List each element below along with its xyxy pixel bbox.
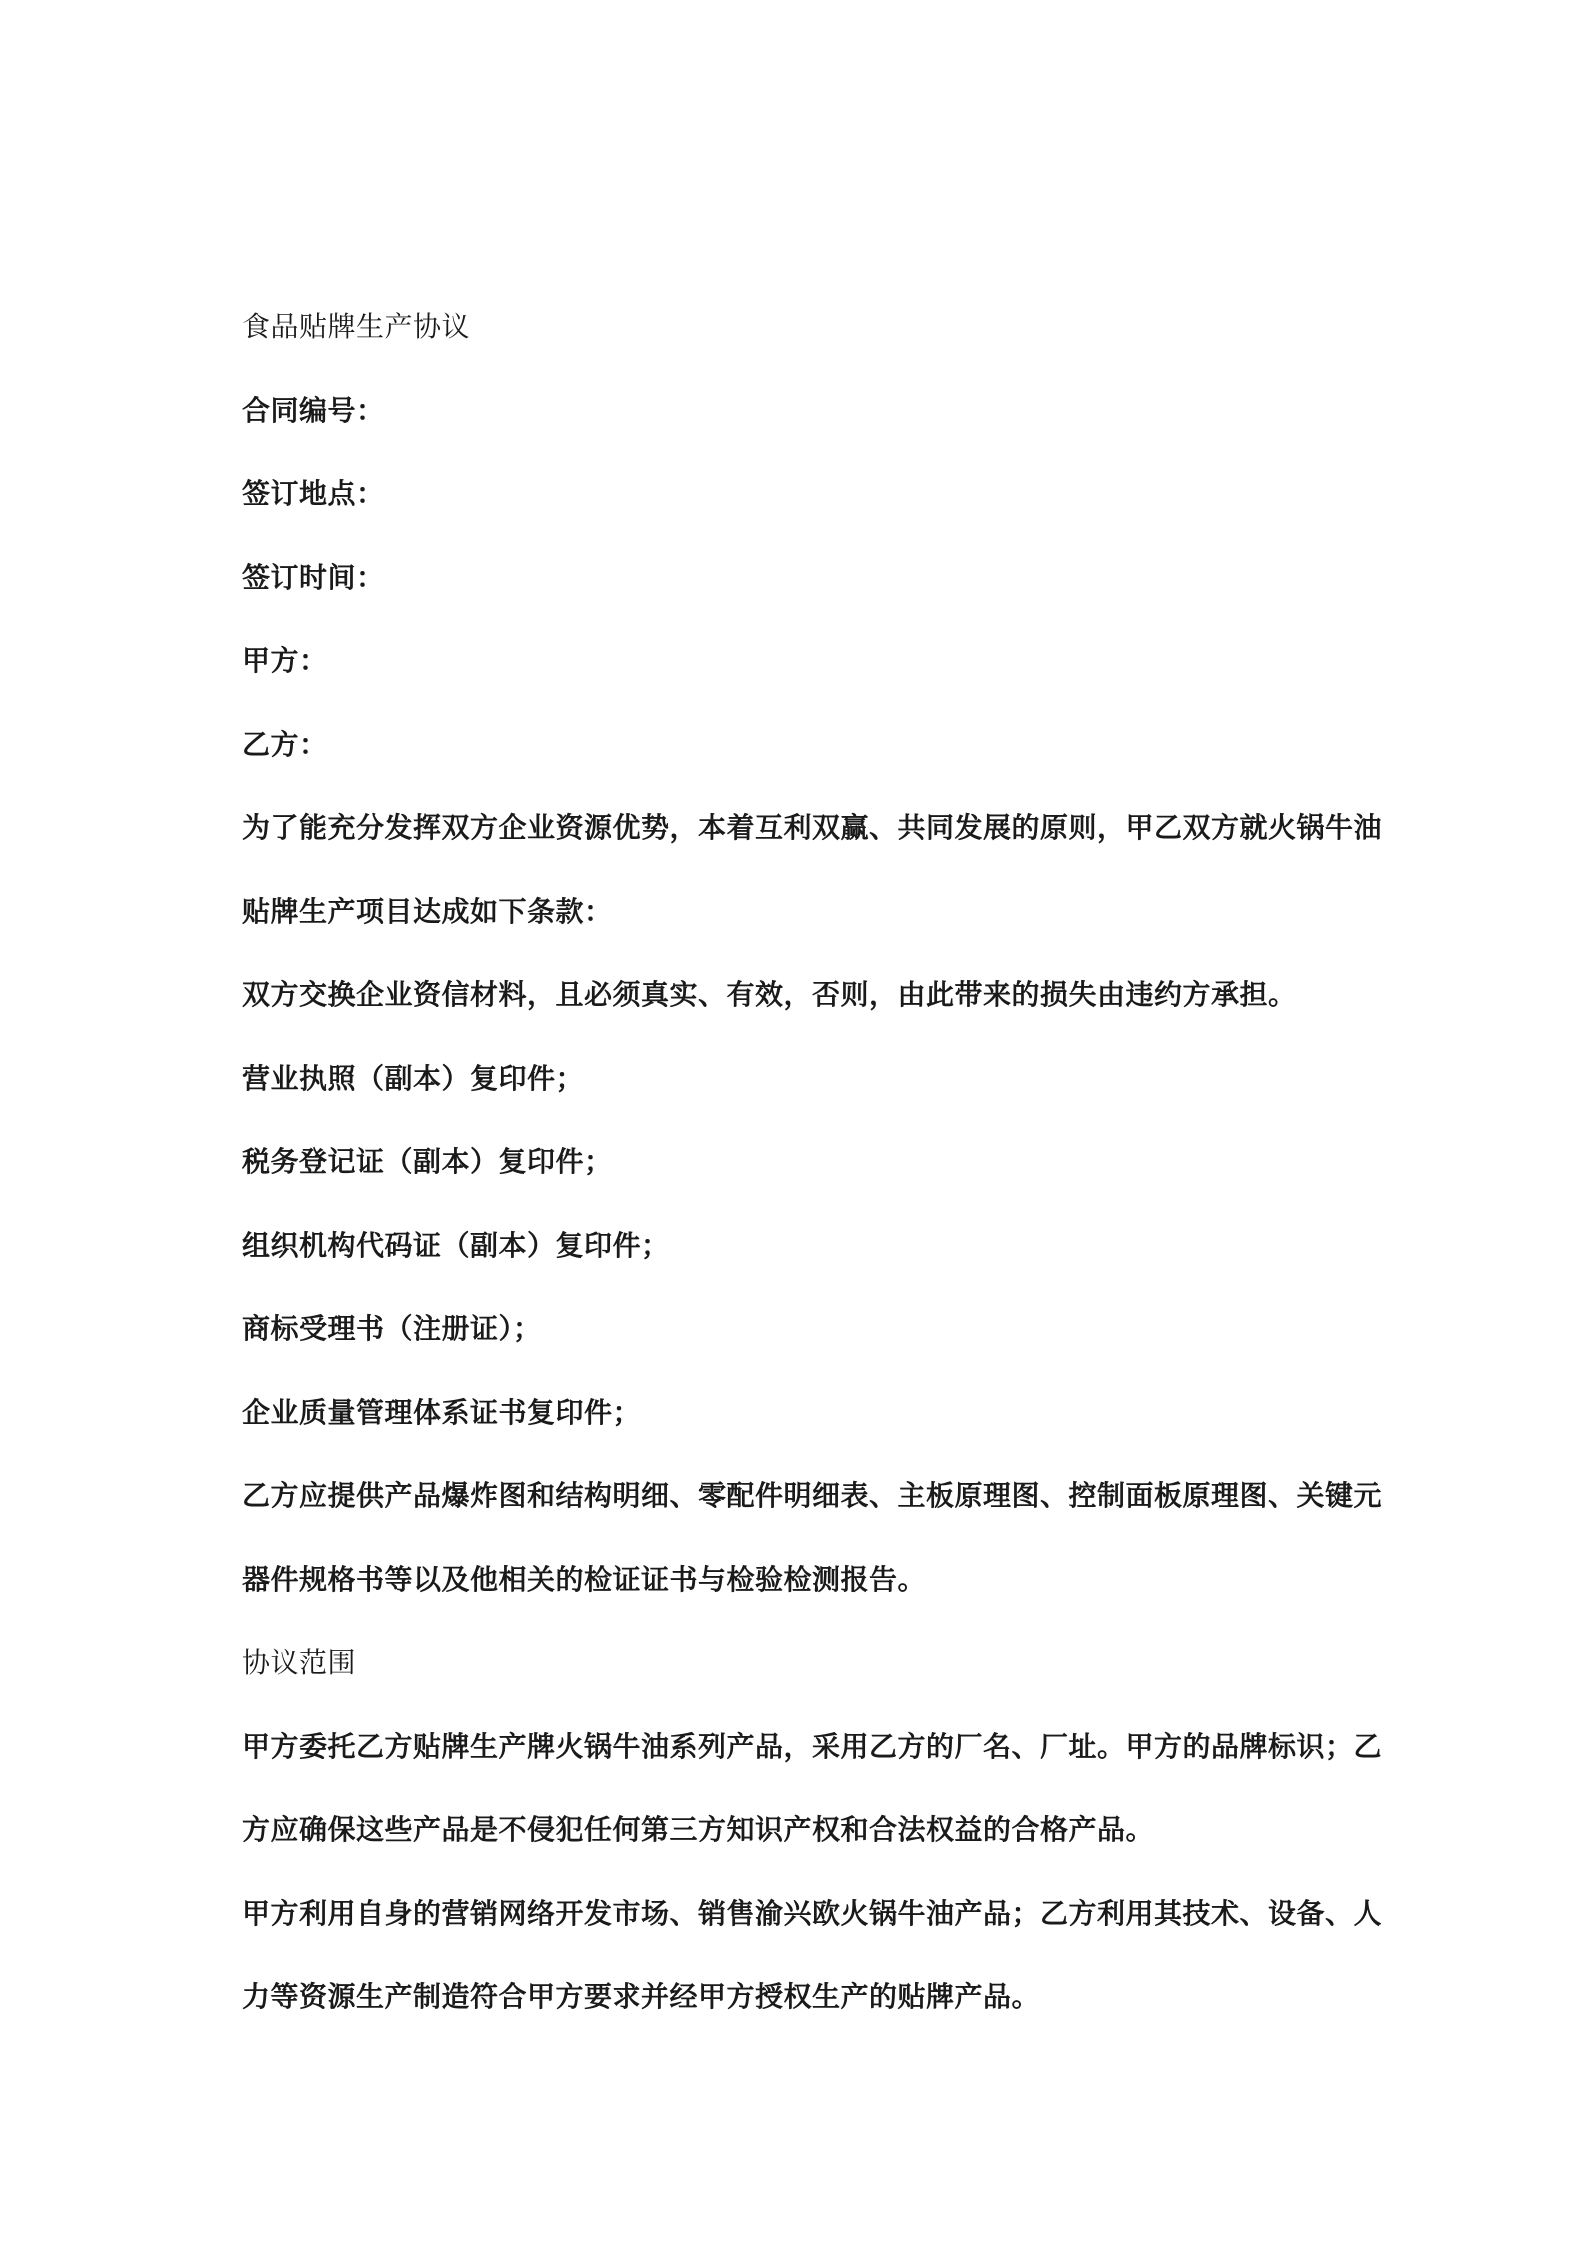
section-heading-scope: 协议范围 xyxy=(242,1646,357,1679)
intro-paragraph-line-1: 为了能充分发挥双方企业资源优势，本着互利双赢、共同发展的原则，甲乙双方就火锅牛油 xyxy=(242,811,1383,844)
clause-product-docs-line-2: 器件规格书等以及他相关的检证证书与检验检测报告。 xyxy=(242,1562,927,1596)
clause-product-docs-line-1: 乙方应提供产品爆炸图和结构明细、零配件明细表、主板原理图、控制面板原理图、关键元 xyxy=(242,1479,1383,1512)
document-title: 食品贴牌生产协议 xyxy=(242,310,471,343)
scope-paragraph-2-line-2: 力等资源生产制造符合甲方要求并经甲方授权生产的贴牌产品。 xyxy=(242,1980,1041,2013)
list-item-business-license: 营业执照（副本）复印件； xyxy=(242,1061,585,1095)
list-item-tax-registration: 税务登记证（副本）复印件； xyxy=(242,1145,613,1178)
document-body xyxy=(242,285,1383,2039)
scope-paragraph-2-line-1: 甲方利用自身的营销网络开发市场、销售渝兴欧火锅牛油产品；乙方利用其技术、设备、人 xyxy=(242,1896,1383,1930)
intro-paragraph-line-2: 贴牌生产项目达成如下条款： xyxy=(242,894,613,928)
list-item-organization-code: 组织机构代码证（副本）复印件； xyxy=(242,1228,670,1262)
list-item-trademark: 商标受理书（注册证）； xyxy=(242,1312,542,1345)
contract-number-label: 合同编号： xyxy=(242,393,385,427)
scope-paragraph-1-line-2: 方应确保这些产品是不侵犯任何第三方知识产权和合法权益的合格产品。 xyxy=(242,1813,1155,1846)
sign-place-label: 签订地点： xyxy=(242,477,385,510)
sign-time-label: 签订时间： xyxy=(242,560,385,594)
party-a-label: 甲方： xyxy=(242,644,328,677)
clause-credit-materials: 双方交换企业资信材料，且必须真实、有效，否则，由此带来的损失由违约方承担。 xyxy=(242,978,1297,1011)
party-b-label: 乙方： xyxy=(242,727,328,761)
list-item-quality-certificate: 企业质量管理体系证书复印件； xyxy=(242,1395,642,1429)
scope-paragraph-1-line-1: 甲方委托乙方贴牌生产牌火锅牛油系列产品，采用乙方的厂名、厂址。甲方的品牌标识；乙 xyxy=(242,1729,1383,1763)
